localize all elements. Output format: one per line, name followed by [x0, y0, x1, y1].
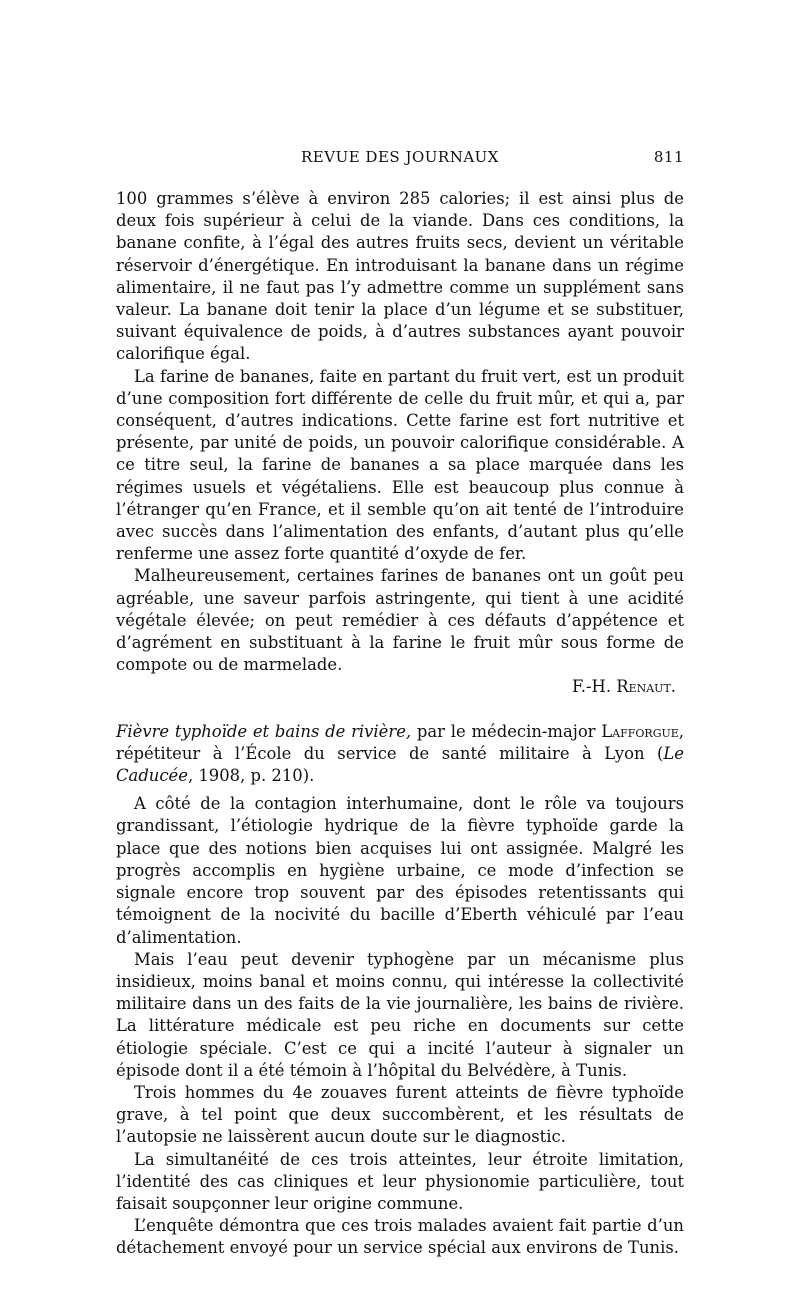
article-author: Lafforgue [601, 721, 679, 741]
paragraph: Mais l’eau peut devenir typhogène par un mécanisme plus insidieux, moins banal et moins connu, qui intéresse la collectivité militaire dans un des faits de la vie journalière, les bains de rivière. La littérature médicale est peu riche en documents sur cette étiologie spéciale. C’est ce qui a incité l’auteur à signaler un épisode dont il a été témoin à l’hôpital du Belvédère, à Tunis. [116, 949, 684, 1080]
source-journal: Le Caducée [116, 743, 684, 786]
running-head [116, 146, 684, 174]
heading-text: , répétiteur à l’École du service de santé militaire à Lyon ( [116, 721, 684, 763]
article-title: Fièvre typhoïde et bains de rivière, [116, 721, 412, 741]
article-heading [116, 721, 684, 788]
paragraph: L’enquête démontra que ces trois malades avaient fait partie d’un détachement envoyé pour un service spécial aux environs de Tunis. [116, 1216, 684, 1258]
paragraph: La farine de bananes, faite en partant du fruit vert, est un produit d’une composition fort différente de celle du fruit mûr, et qui a, par conséquent, d’autres indications. Cette farine est fort nutritive et présente, par unité de poids, un pouvoir calorifique considérable. A ce titre seul, la farine de bananes a sa place marquée dans les régimes usuels et végétaliens. Elle est beaucoup plus connue à l’étranger qu’en France, et il semble qu’on ait tenté de l’introduire avec succès dans l’alimentation des enfants, d’autant plus qu’elle renferme une assez forte quantité d’oxyde de fer. [116, 366, 684, 564]
paragraph: Malheureusement, certaines farines de bananes ont un goût peu agréable, une saveur parfois astringente, qui tient à une acidité végétale élevée; on peut remédier à ces défauts d’appétence et d’agrément en substituant à la farine le fruit mûr sous forme de compote ou de marmelade. [116, 566, 684, 675]
document-page [116, 146, 684, 1260]
heading-text: par le médecin-major [411, 721, 602, 741]
body-text [116, 188, 684, 1260]
paragraph: 100 grammes s’élève à environ 285 calories; il est ainsi plus de deux fois supérieur à celui de la viande. Dans ces conditions, la banane confite, à l’égal des autres fruits secs, devient un véritable réservoir d’énergétique. En introduisant la banane dans un régime alimentaire, il ne faut pas l’y admettre comme un supplément sans valeur. La banane doit tenir la place d’un légume et se substituer, suivant équivalence de poids, à d’autres substances ayant pouvoir calorifique égal. [116, 189, 684, 364]
heading-text: , 1908, p. 210). [187, 766, 315, 786]
page-number: 811 [653, 148, 684, 166]
running-head-title: REVUE DES JOURNAUX [301, 148, 499, 166]
paragraph: Trois hommes du 4e zouaves furent atteints de fièvre typhoïde grave, à tel point que deux succombèrent, et les résultats de l’autopsie ne laissèrent aucun doute sur le diagnostic. [116, 1082, 684, 1147]
author-signature: F.-H. Renaut. [571, 677, 676, 697]
paragraph: La simultanéité de ces trois atteintes, leur étroite limitation, l’identité des cas cliniques et leur physionomie particulière, tout faisait soupçonner leur origine commune. [116, 1149, 684, 1213]
section-gap [116, 699, 684, 721]
paragraph: A côté de la contagion interhumaine, dont le rôle va toujours grandissant, l’étiologie hydrique de la fièvre typhoïde garde la place que des notions bien acquises lui ont assignée. Malgré les progrès accomplis en hygiène urbaine, ce mode d’infection se signale encore trop souvent par des épisodes retentissants qui témoignent de la nocivité du bacille d’Eberth véhiculé par l’eau d’alimentation. [116, 794, 684, 947]
